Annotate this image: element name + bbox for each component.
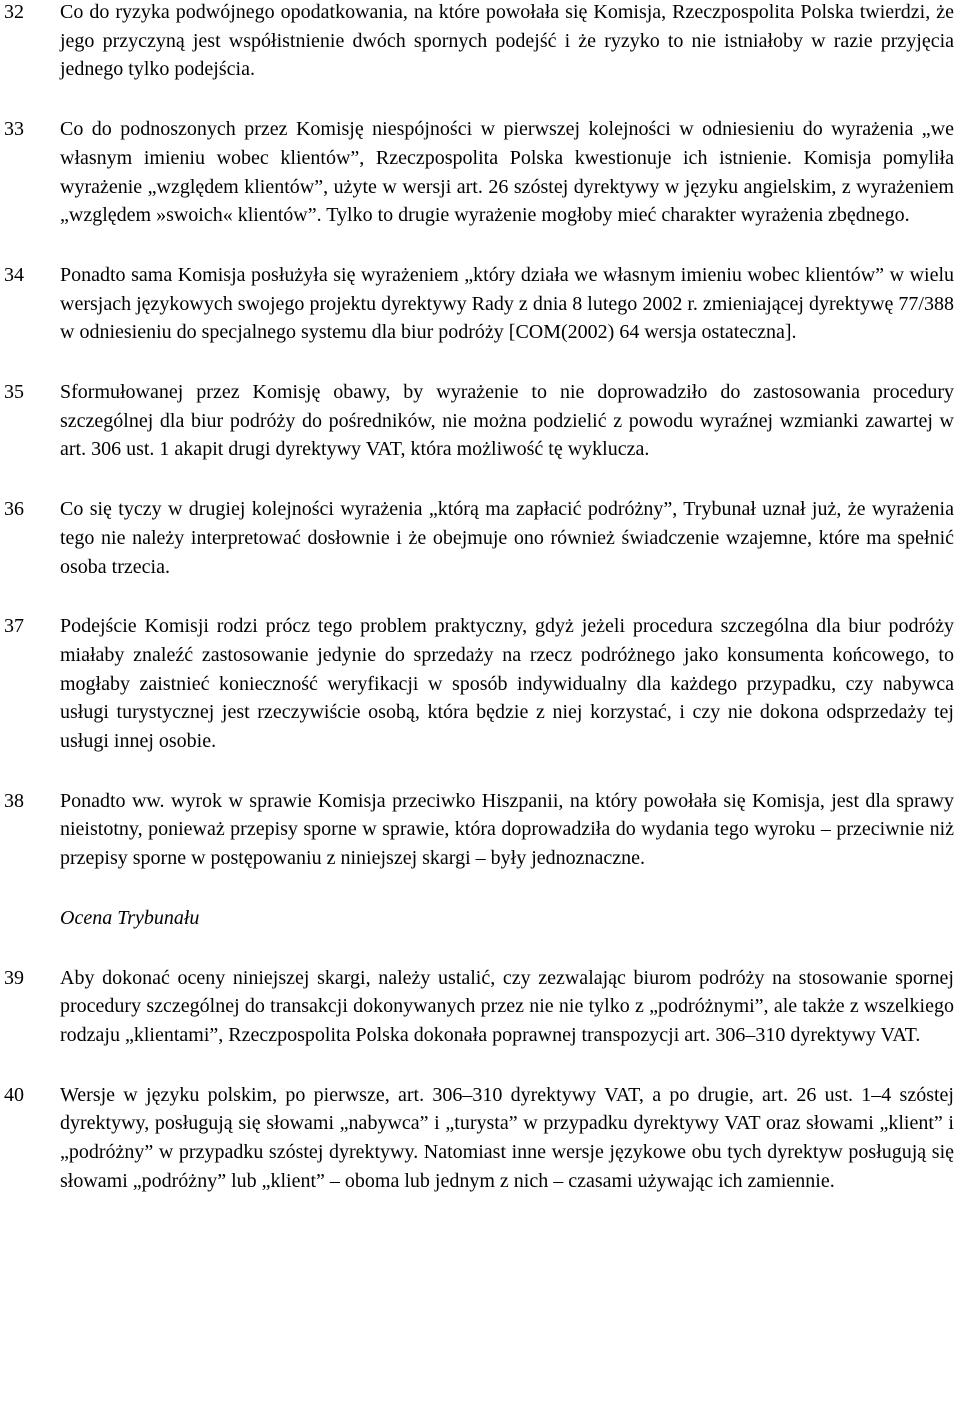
paragraph-number: 37 [4, 615, 24, 638]
paragraph-number: 35 [4, 381, 24, 404]
paragraph-32 [0, 0, 960, 84]
paragraph-38 [0, 787, 960, 873]
paragraph-text: Podejście Komisji rodzi prócz tego problem praktyczny, gdyż jeżeli procedura szczególna dla biur podróży miałaby znaleźć zastosowanie jedynie do sprzedaży na rzecz podróżnego jako konsumenta końcowego, to mogłaby zaistnieć konieczność weryfikacji w sposób indywidualny dla każdego przypadku, czy nabywca usługi turystycznej jest rzeczywiście osobą, która będzie z niej korzystać, i czy nie dokona odsprzedaży tej usługi innej osobie. [60, 615, 954, 753]
paragraph-35 [0, 378, 960, 464]
paragraph-34 [0, 261, 960, 347]
paragraph-number: 40 [4, 1083, 24, 1106]
paragraph-text: Co do podnoszonych przez Komisję niespójności w pierwszej kolejności w odniesieniu do wyrażenia „we własnym imieniu wobec klientów”, Rzeczpospolita Polska kwestionuje ich istnienie. Komisja pomyliła wyrażenie „względem klientów”, użyte w wersji art. 26 szóstej dyrektywy w języku angielskim, z wyrażeniem „względem »swoich« klientów”. Tylko to drugie wyrażenie mogłoby mieć charakter wyrażenia zbędnego. [60, 118, 954, 227]
section-heading-text: Ocena Trybunału [60, 906, 200, 929]
paragraph-40 [0, 1081, 960, 1196]
paragraph-text: Wersje w języku polskim, po pierwsze, art. 306–310 dyrektywy VAT, a po drugie, art. 26 ust. 1–4 szóstej dyrektywy, posługują się słowami „nabywca” i „turysta” w przypadku dyrektywy VAT oraz słowami „klient” i „podróżny” w przypadku szóstej dyrektywy. Natomiast inne wersje językowe obu tych dyrektyw posługują się słowami „podróżny” lub „klient” – oboma lub jednym z nich – czasami używając ich zamiennie. [60, 1083, 954, 1192]
paragraph-33 [0, 115, 960, 230]
paragraph-number: 32 [4, 1, 24, 23]
section-heading [0, 904, 960, 933]
paragraph-36 [0, 495, 960, 581]
paragraph-number: 33 [4, 118, 24, 141]
paragraph-37 [0, 612, 960, 756]
paragraph-text: Ponadto sama Komisja posłużyła się wyrażeniem „który działa we własnym imieniu wobec klientów” w wielu wersjach językowych swojego projektu dyrektywy Rady z dnia 8 lutego 2002 r. zmieniającej dyrektywę 77/388 w odniesieniu do specjalnego systemu dla biur podróży [COM(2002) 64 wersja ostateczna]. [60, 263, 954, 344]
paragraph-number: 34 [4, 263, 24, 286]
paragraph-number: 38 [4, 789, 24, 812]
paragraph-text: Ponadto ww. wyrok w sprawie Komisja przeciwko Hiszpanii, na który powołała się Komisja, jest dla sprawy nieistotny, ponieważ przepisy sporne w sprawie, która doprowadziła do wydania tego wyroku – przeciwnie niż przepisy sporne w postępowaniu z niniejszej skargi – były jednoznaczne. [60, 789, 954, 870]
paragraph-number: 39 [4, 966, 24, 989]
paragraph-text: Aby dokonać oceny niniejszej skargi, należy ustalić, czy zezwalając biurom podróży na stosowanie spornej procedury szczególnej do transakcji dokonywanych przez nie nie tylko z „podróżnymi”, ale także z wszelkiego rodzaju „klientami”, Rzeczpospolita Polska dokonała poprawnej transpozycji art. 306–310 dyrektywy VAT. [60, 966, 954, 1046]
paragraph-39 [0, 964, 960, 1050]
paragraph-number: 36 [4, 498, 24, 521]
paragraph-text: Co do ryzyka podwójnego opodatkowania, na które powołała się Komisja, Rzeczpospolita Polska twierdzi, że jego przyczyną jest współistnienie dwóch spornych podejść i że ryzyko to nie istniałoby w razie przyjęcia jednego tylko podejścia. [60, 1, 954, 81]
paragraph-text: Co się tyczy w drugiej kolejności wyrażenia „którą ma zapłacić podróżny”, Trybunał uznał już, że wyrażenia tego nie należy interpretować dosłownie i że obejmuje ono również świadczenie wzajemne, które ma spełnić osoba trzecia. [60, 498, 954, 578]
paragraph-text: Sformułowanej przez Komisję obawy, by wyrażenie to nie doprowadziło do zastosowania procedury szczególnej dla biur podróży do pośredników, nie można podzielić z powodu wyraźnej wzmianki zawartej w art. 306 ust. 1 akapit drugi dyrektywy VAT, która możliwość tę wyklucza. [60, 381, 954, 461]
